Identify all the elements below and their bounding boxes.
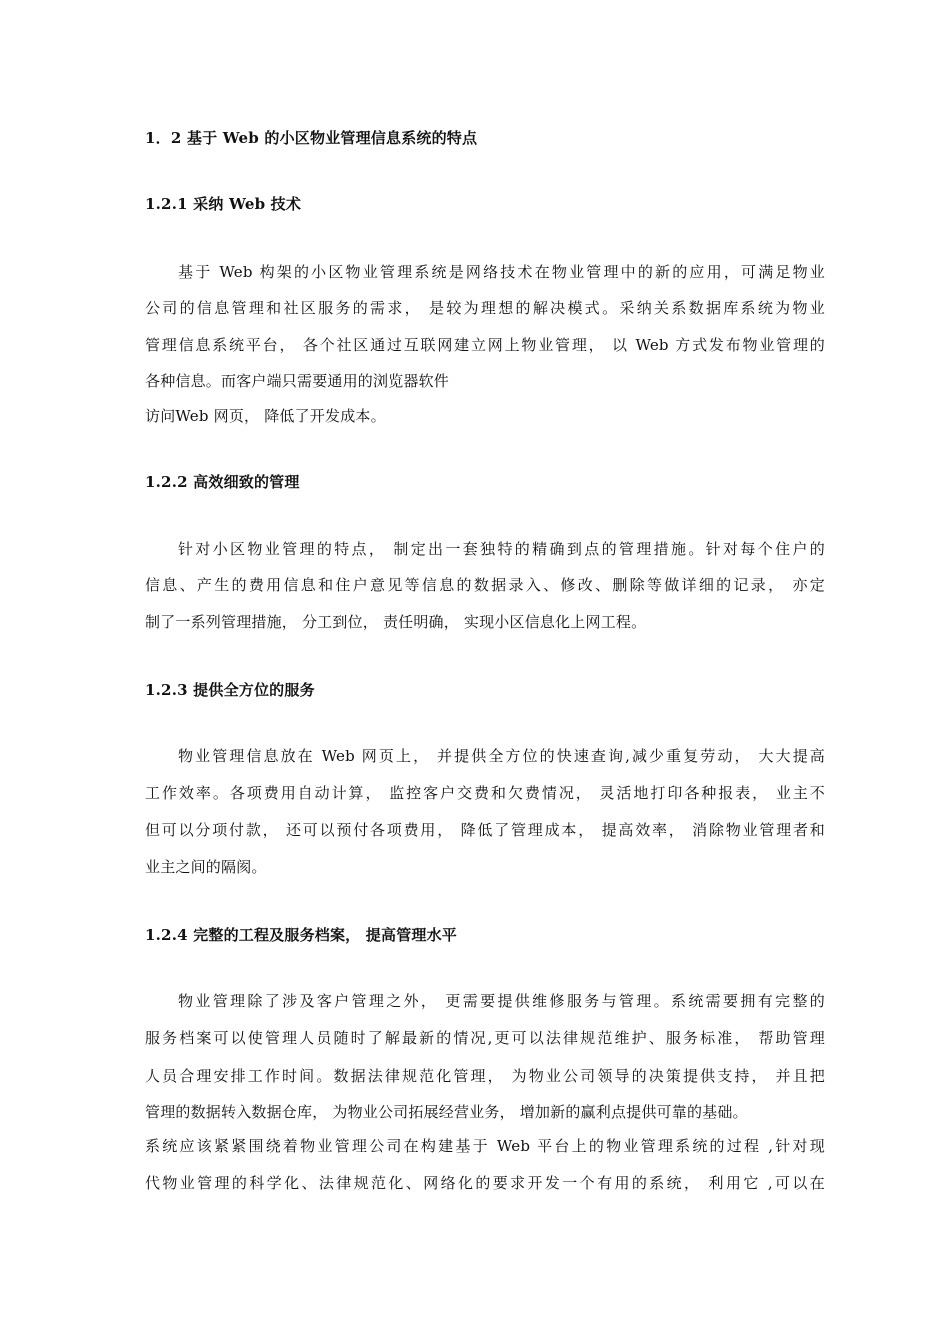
paragraph-line: 信息、产生的费用信息和住户意见等信息的数据录入、修改、删除等做详细的记录， 亦定 bbox=[145, 576, 825, 594]
paragraph-line: 物业管理信息放在 Web 网页上， 并提供全方位的快速查询,减少重复劳动， 大大提高 bbox=[178, 747, 825, 765]
section-heading-1-2-2: 1.2.2 高效细致的管理 bbox=[145, 473, 300, 491]
paragraph-line: 基于 Web 构架的小区物业管理系统是网络技术在物业管理中的新的应用，可满足物业 bbox=[178, 263, 825, 281]
paragraph-line: 公司的信息管理和社区服务的需求， 是较为理想的解决模式。采纳关系数据库系统为物业 bbox=[145, 299, 825, 317]
paragraph-line: 服务档案可以使管理人员随时了解最新的情况,更可以法律规范维护、服务标准， 帮助管理 bbox=[145, 1029, 825, 1047]
section-heading-1-2-1: 1.2.1 采纳 Web 技术 bbox=[145, 195, 302, 213]
section-heading-1-2-4: 1.2.4 完整的工程及服务档案， 提高管理水平 bbox=[145, 926, 458, 944]
paragraph-line: 物业管理除了涉及客户管理之外， 更需要提供维修服务与管理。系统需要拥有完整的 bbox=[178, 992, 825, 1010]
paragraph-line: 管理信息系统平台， 各个社区通过互联网建立网上物业管理， 以 Web 方式发布物业管理的 bbox=[145, 336, 825, 354]
paragraph-line: 访问Web 网页， 降低了开发成本。 bbox=[145, 407, 386, 425]
paragraph-line: 制了一系列管理措施， 分工到位， 责任明确， 实现小区信息化上网工程。 bbox=[145, 613, 647, 631]
paragraph-line: 人员合理安排工作时间。数据法律规范化管理， 为物业公司领导的决策提供支持， 并且把 bbox=[145, 1067, 825, 1085]
section-heading-1-2-3: 1.2.3 提供全方位的服务 bbox=[145, 681, 315, 699]
paragraph-line: 业主之间的隔阂。 bbox=[145, 858, 267, 876]
paragraph-line: 但可以分项付款， 还可以预付各项费用， 降低了管理成本， 提高效率， 消除物业管理者和 bbox=[145, 821, 825, 839]
section-heading-1-2: 1．2 基于 Web 的小区物业管理信息系统的特点 bbox=[145, 129, 478, 147]
paragraph-line: 工作效率。各项费用自动计算， 监控客户交费和欠费情况， 灵活地打印各种报表， 业主不 bbox=[145, 784, 825, 802]
paragraph-line: 系统应该紧紧围绕着物业管理公司在构建基于 Web 平台上的物业管理系统的过程 ,针对现 bbox=[145, 1137, 825, 1155]
paragraph-line: 各种信息。而客户端只需要通用的浏览器软件 bbox=[145, 372, 450, 390]
paragraph-line: 针对小区物业管理的特点， 制定出一套独特的精确到点的管理措施。针对每个住户的 bbox=[178, 540, 825, 558]
paragraph-line: 管理的数据转入数据仓库， 为物业公司拓展经营业务， 增加新的赢利点提供可靠的基础。 bbox=[145, 1103, 748, 1121]
paragraph-line: 代物业管理的科学化、法律规范化、网络化的要求开发一个有用的系统， 利用它 ,可以在 bbox=[145, 1174, 825, 1192]
